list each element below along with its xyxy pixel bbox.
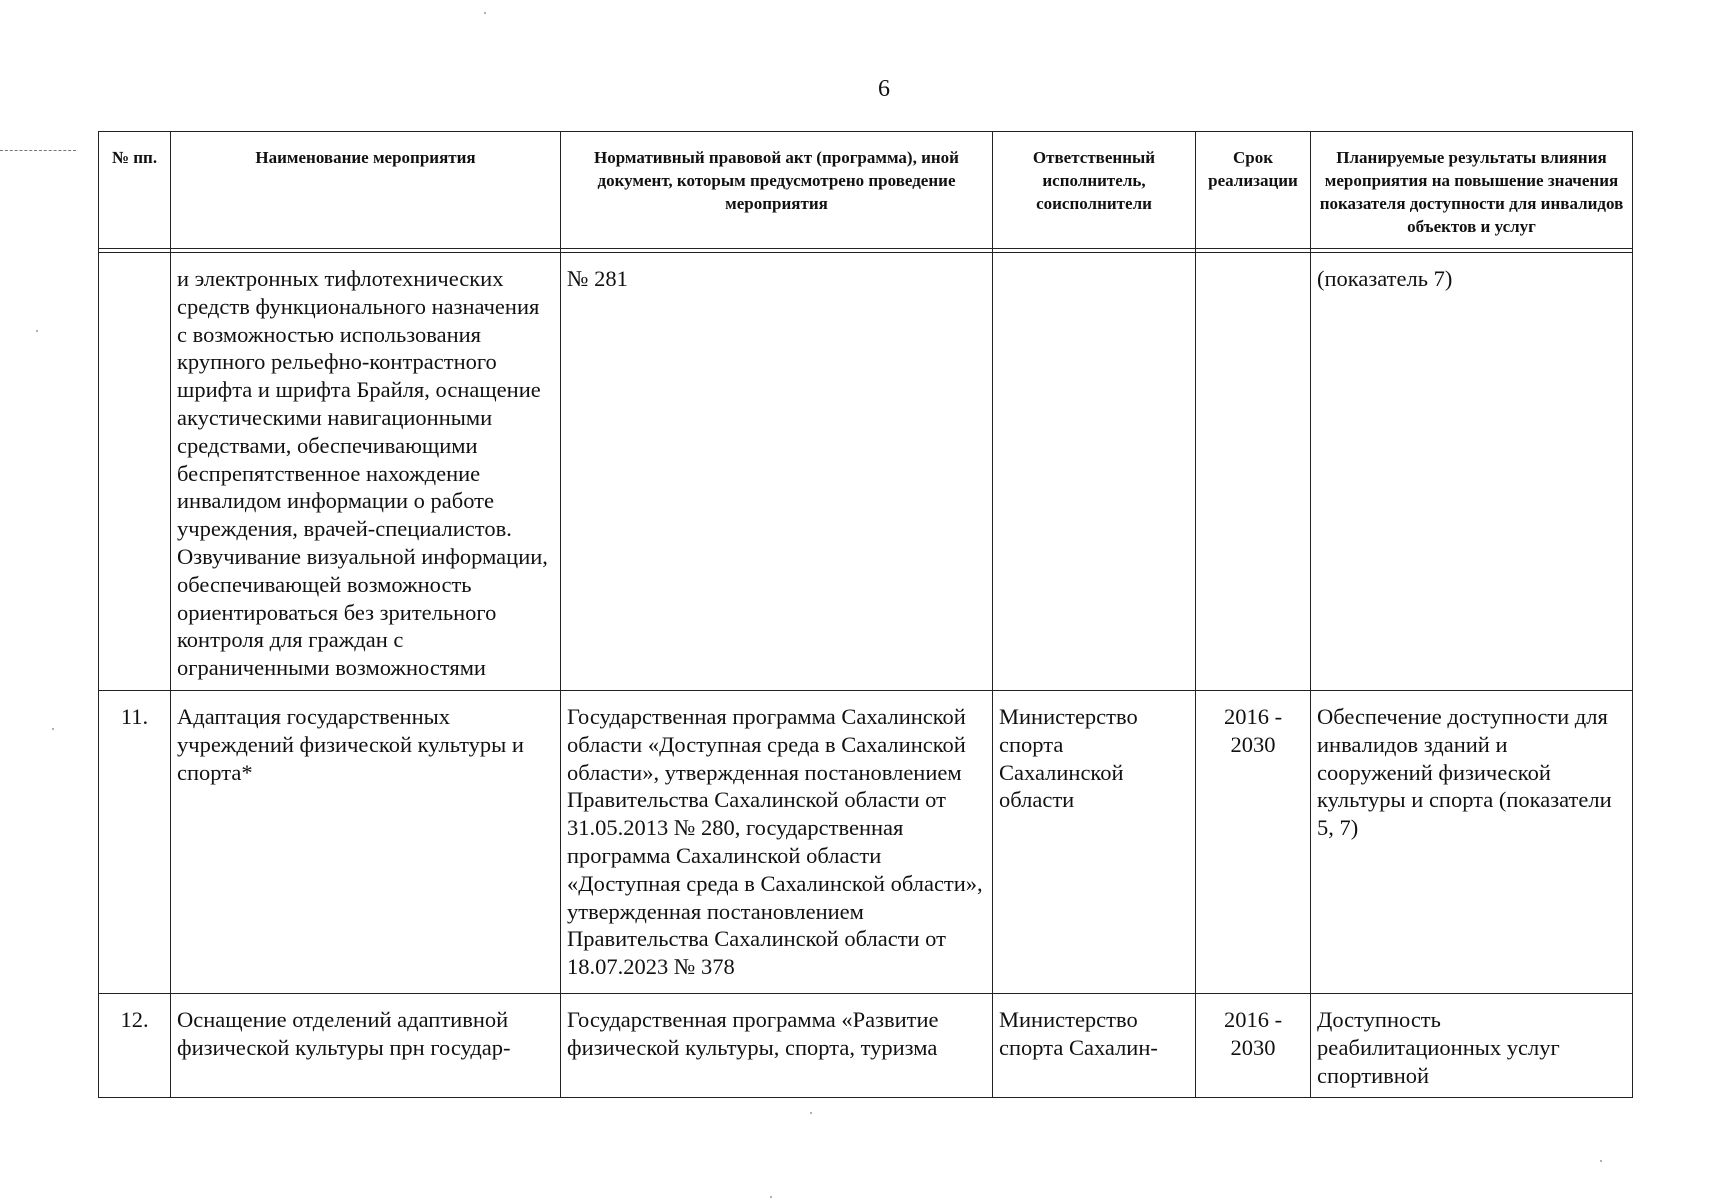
header-activity-name: Наименование мероприятия [171,132,561,249]
activities-table [98,131,1633,1098]
page-number: 6 [878,76,890,102]
row-term: 2016 - 2030 [1196,690,1311,993]
header-executor: Ответственный исполнитель, соисполнители [993,132,1196,249]
table-row [99,253,1633,691]
row-result: Обеспечение доступности для инвалидов зданий и сооружений физической культуры и спорта (показатели 5, 7) [1311,690,1633,993]
row-number: 12. [99,993,171,1097]
scan-speck [1600,1160,1602,1162]
row-term: 2016 - 2030 [1196,993,1311,1097]
row-legal-act: № 281 [561,253,993,691]
row-activity-name: Оснащение отделений адаптивной физической культуры прн государ- [171,993,561,1097]
scan-speck [36,330,38,332]
row-result: Доступность реабилитационных услуг спортивной [1311,993,1633,1097]
row-term [1196,253,1311,691]
scan-speck [770,1196,772,1198]
table-row [99,993,1633,1097]
table-row [99,690,1633,993]
header-number: № пп. [99,132,171,249]
row-number [99,253,171,691]
row-legal-act: Государственная программа Сахалинской области «Доступная среда в Сахалинской области», утвержденная постановлением Правительства Сахалинской области от 31.05.2013 № 280, государственная программа Сахалинской области «Доступная среда в Сахалинской области», утвержденная постановлением Правительства Сахалинской области от 18.07.2023 № 378 [561,690,993,993]
row-executor: Министерство спорта Сахалинской области [993,690,1196,993]
header-legal-act: Нормативный правовой акт (программа), иной документ, которым предусмотрено проведение мероприятия [561,132,993,249]
row-activity-name: и электронных тифлотехнических средств функционального назначения с возможностью использования крупного рельефно-контрастного шрифта и шрифта Брайля, оснащение акустическими навигационными средствами, обеспечивающими беспрепятственное нахождение инвалидом информации о работе учреждения, врачей-специалистов. Озвучивание визуальной информации, обеспечивающей возможность ориентироваться без зрительного контроля для граждан с ограниченными возможностями [171,253,561,691]
row-executor [993,253,1196,691]
row-result: (показатель 7) [1311,253,1633,691]
scan-speck [52,728,54,730]
row-legal-act: Государственная программа «Развитие физической культуры, спорта, туризма [561,993,993,1097]
header-results: Планируемые результаты влияния мероприятия на повышение значения показателя доступности для инвалидов объектов и услуг [1311,132,1633,249]
scan-artifact-line [0,150,76,151]
row-number: 11. [99,690,171,993]
row-activity-name: Адаптация государственных учреждений физической культуры и спорта* [171,690,561,993]
row-executor: Министерство спорта Сахалин- [993,993,1196,1097]
scan-speck [810,1112,812,1114]
scan-speck [484,12,486,14]
table-header-row [99,132,1633,249]
header-term: Срок реализации [1196,132,1311,249]
